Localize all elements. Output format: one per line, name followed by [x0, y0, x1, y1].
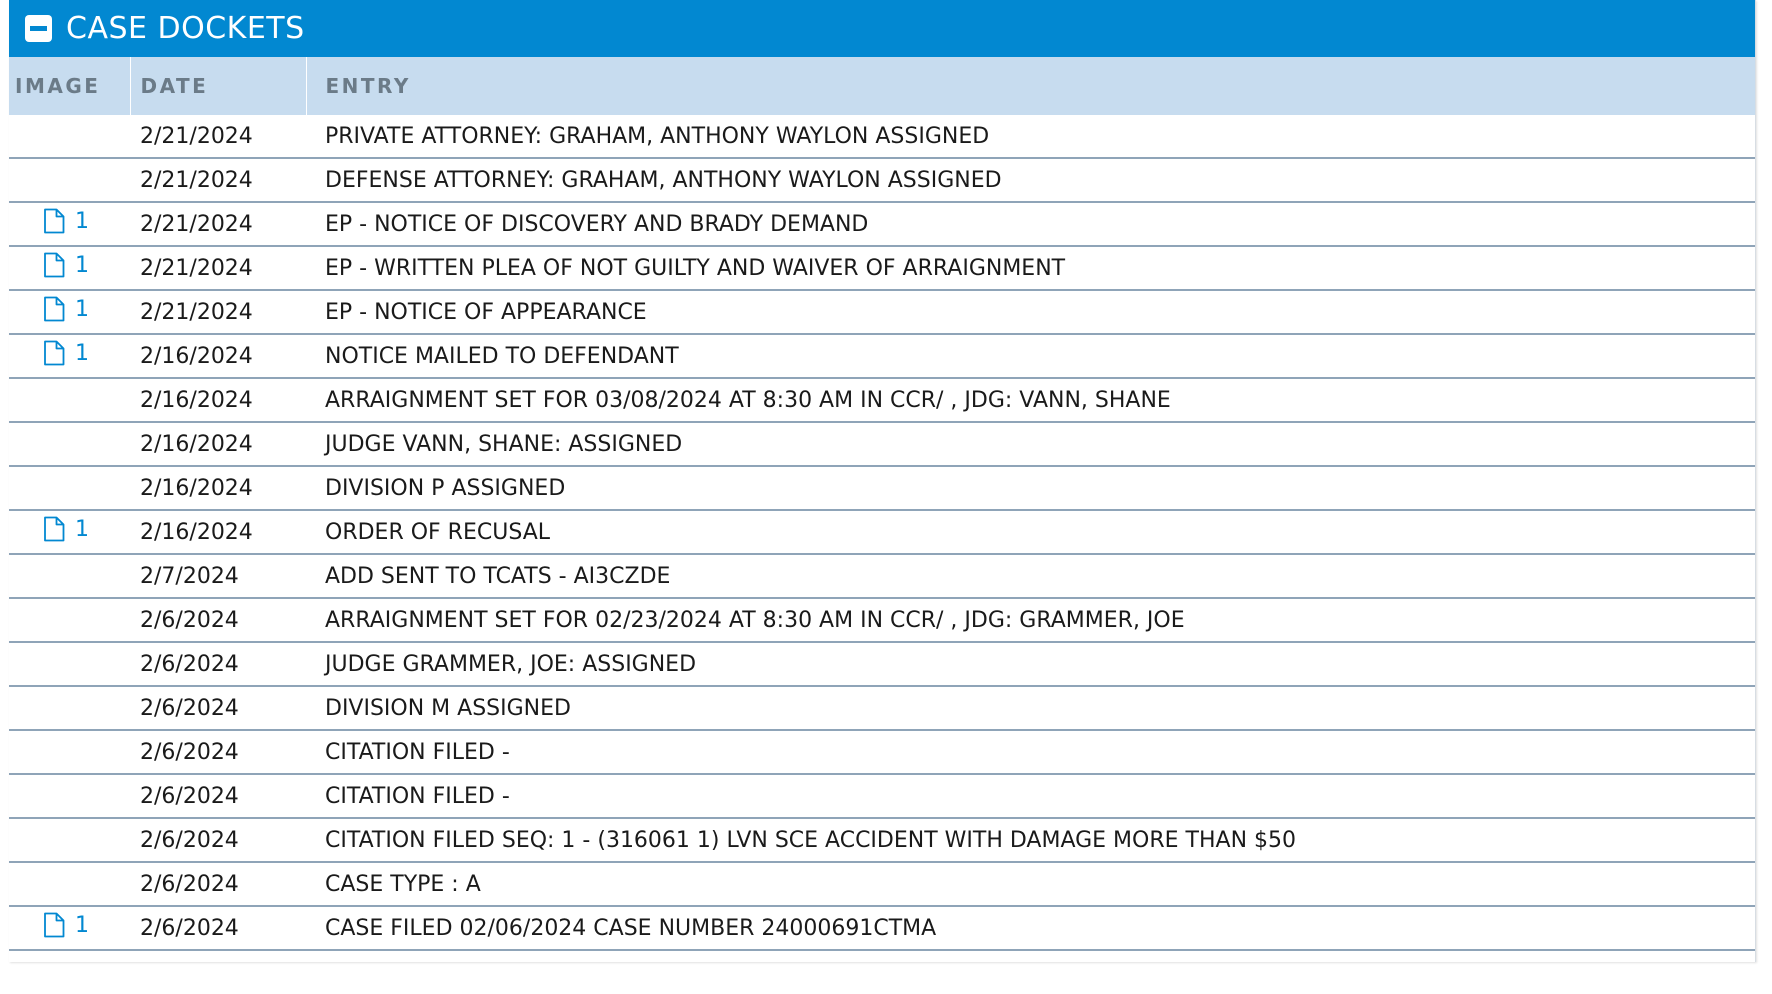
cell-entry: CITATION FILED - [306, 730, 1755, 774]
cell-entry: ARRAIGNMENT SET FOR 03/08/2024 AT 8:30 AM IN CCR/ , JDG: VANN, SHANE [306, 378, 1755, 422]
cell-date: 2/6/2024 [130, 862, 306, 906]
cell-date: 2/16/2024 [130, 378, 306, 422]
cell-entry: DEFENSE ATTORNEY: GRAHAM, ANTHONY WAYLON ASSIGNED [306, 158, 1755, 202]
cell-entry: JUDGE VANN, SHANE: ASSIGNED [306, 422, 1755, 466]
cell-date: 2/16/2024 [130, 466, 306, 510]
cell-image [9, 730, 130, 774]
table-row [9, 378, 1755, 422]
cell-entry: EP - NOTICE OF APPEARANCE [306, 290, 1755, 334]
image-count[interactable]: 1 [75, 296, 89, 322]
image-count[interactable]: 1 [75, 912, 89, 938]
table-row [9, 115, 1755, 158]
cell-date: 2/16/2024 [130, 422, 306, 466]
cell-image [9, 686, 130, 730]
cell-date: 2/16/2024 [130, 510, 306, 554]
cell-image [9, 906, 130, 950]
cell-image [9, 642, 130, 686]
minus-square-icon[interactable] [25, 15, 52, 42]
cell-date: 2/6/2024 [130, 906, 306, 950]
cell-image [9, 774, 130, 818]
document-image-link[interactable] [43, 516, 89, 542]
panel-header [9, 0, 1755, 57]
cell-date: 2/6/2024 [130, 774, 306, 818]
cell-entry: ARRAIGNMENT SET FOR 02/23/2024 AT 8:30 AM IN CCR/ , JDG: GRAMMER, JOE [306, 598, 1755, 642]
cell-entry: CITATION FILED - [306, 774, 1755, 818]
document-image-link[interactable] [43, 296, 89, 322]
cell-entry: DIVISION M ASSIGNED [306, 686, 1755, 730]
table-row [9, 730, 1755, 774]
cell-image [9, 466, 130, 510]
document-image-link[interactable] [43, 912, 89, 938]
table-row [9, 466, 1755, 510]
cell-image [9, 246, 130, 290]
cell-image [9, 158, 130, 202]
table-row [9, 202, 1755, 246]
cell-date: 2/6/2024 [130, 730, 306, 774]
cell-entry: ORDER OF RECUSAL [306, 510, 1755, 554]
table-row [9, 334, 1755, 378]
cell-date: 2/7/2024 [130, 554, 306, 598]
document-image-link[interactable] [43, 340, 89, 366]
cell-date: 2/21/2024 [130, 246, 306, 290]
image-count[interactable]: 1 [75, 252, 89, 278]
document-icon[interactable] [43, 252, 65, 278]
column-header-image: IMAGE [9, 57, 130, 115]
cell-image [9, 818, 130, 862]
table-header-row [9, 57, 1755, 115]
document-image-link[interactable] [43, 208, 89, 234]
table-row [9, 158, 1755, 202]
cell-date: 2/21/2024 [130, 115, 306, 158]
cell-entry: NOTICE MAILED TO DEFENDANT [306, 334, 1755, 378]
cell-image [9, 290, 130, 334]
table-row [9, 818, 1755, 862]
document-icon[interactable] [43, 208, 65, 234]
cell-date: 2/21/2024 [130, 202, 306, 246]
cell-entry: ADD SENT TO TCATS - AI3CZDE [306, 554, 1755, 598]
cell-image [9, 598, 130, 642]
dockets-table [9, 57, 1755, 951]
cell-date: 2/21/2024 [130, 158, 306, 202]
cell-entry: DIVISION P ASSIGNED [306, 466, 1755, 510]
document-icon[interactable] [43, 340, 65, 366]
table-row [9, 906, 1755, 950]
image-count[interactable]: 1 [75, 340, 89, 366]
cell-entry: PRIVATE ATTORNEY: GRAHAM, ANTHONY WAYLON ASSIGNED [306, 115, 1755, 158]
table-row [9, 290, 1755, 334]
case-dockets-panel [9, 0, 1756, 962]
image-count[interactable]: 1 [75, 516, 89, 542]
column-header-date: DATE [130, 57, 306, 115]
cell-entry: EP - NOTICE OF DISCOVERY AND BRADY DEMAND [306, 202, 1755, 246]
cell-entry: JUDGE GRAMMER, JOE: ASSIGNED [306, 642, 1755, 686]
cell-image [9, 378, 130, 422]
panel-title: CASE DOCKETS [66, 11, 305, 46]
table-row [9, 642, 1755, 686]
document-image-link[interactable] [43, 252, 89, 278]
column-header-entry: ENTRY [306, 57, 1755, 115]
table-row [9, 246, 1755, 290]
table-row [9, 774, 1755, 818]
table-row [9, 862, 1755, 906]
cell-date: 2/6/2024 [130, 598, 306, 642]
cell-entry: CASE FILED 02/06/2024 CASE NUMBER 24000691CTMA [306, 906, 1755, 950]
cell-image [9, 202, 130, 246]
table-row [9, 422, 1755, 466]
table-row [9, 686, 1755, 730]
table-row [9, 598, 1755, 642]
table-row [9, 554, 1755, 598]
document-icon[interactable] [43, 516, 65, 542]
cell-date: 2/16/2024 [130, 334, 306, 378]
cell-image [9, 334, 130, 378]
table-row [9, 510, 1755, 554]
cell-entry: CASE TYPE : A [306, 862, 1755, 906]
cell-date: 2/6/2024 [130, 686, 306, 730]
cell-image [9, 115, 130, 158]
cell-image [9, 422, 130, 466]
cell-date: 2/21/2024 [130, 290, 306, 334]
cell-date: 2/6/2024 [130, 818, 306, 862]
cell-image [9, 862, 130, 906]
cell-entry: CITATION FILED SEQ: 1 - (316061 1) LVN SCE ACCIDENT WITH DAMAGE MORE THAN $50 [306, 818, 1755, 862]
cell-image [9, 510, 130, 554]
cell-date: 2/6/2024 [130, 642, 306, 686]
document-icon[interactable] [43, 912, 65, 938]
document-icon[interactable] [43, 296, 65, 322]
image-count[interactable]: 1 [75, 208, 89, 234]
cell-image [9, 554, 130, 598]
cell-entry: EP - WRITTEN PLEA OF NOT GUILTY AND WAIVER OF ARRAIGNMENT [306, 246, 1755, 290]
